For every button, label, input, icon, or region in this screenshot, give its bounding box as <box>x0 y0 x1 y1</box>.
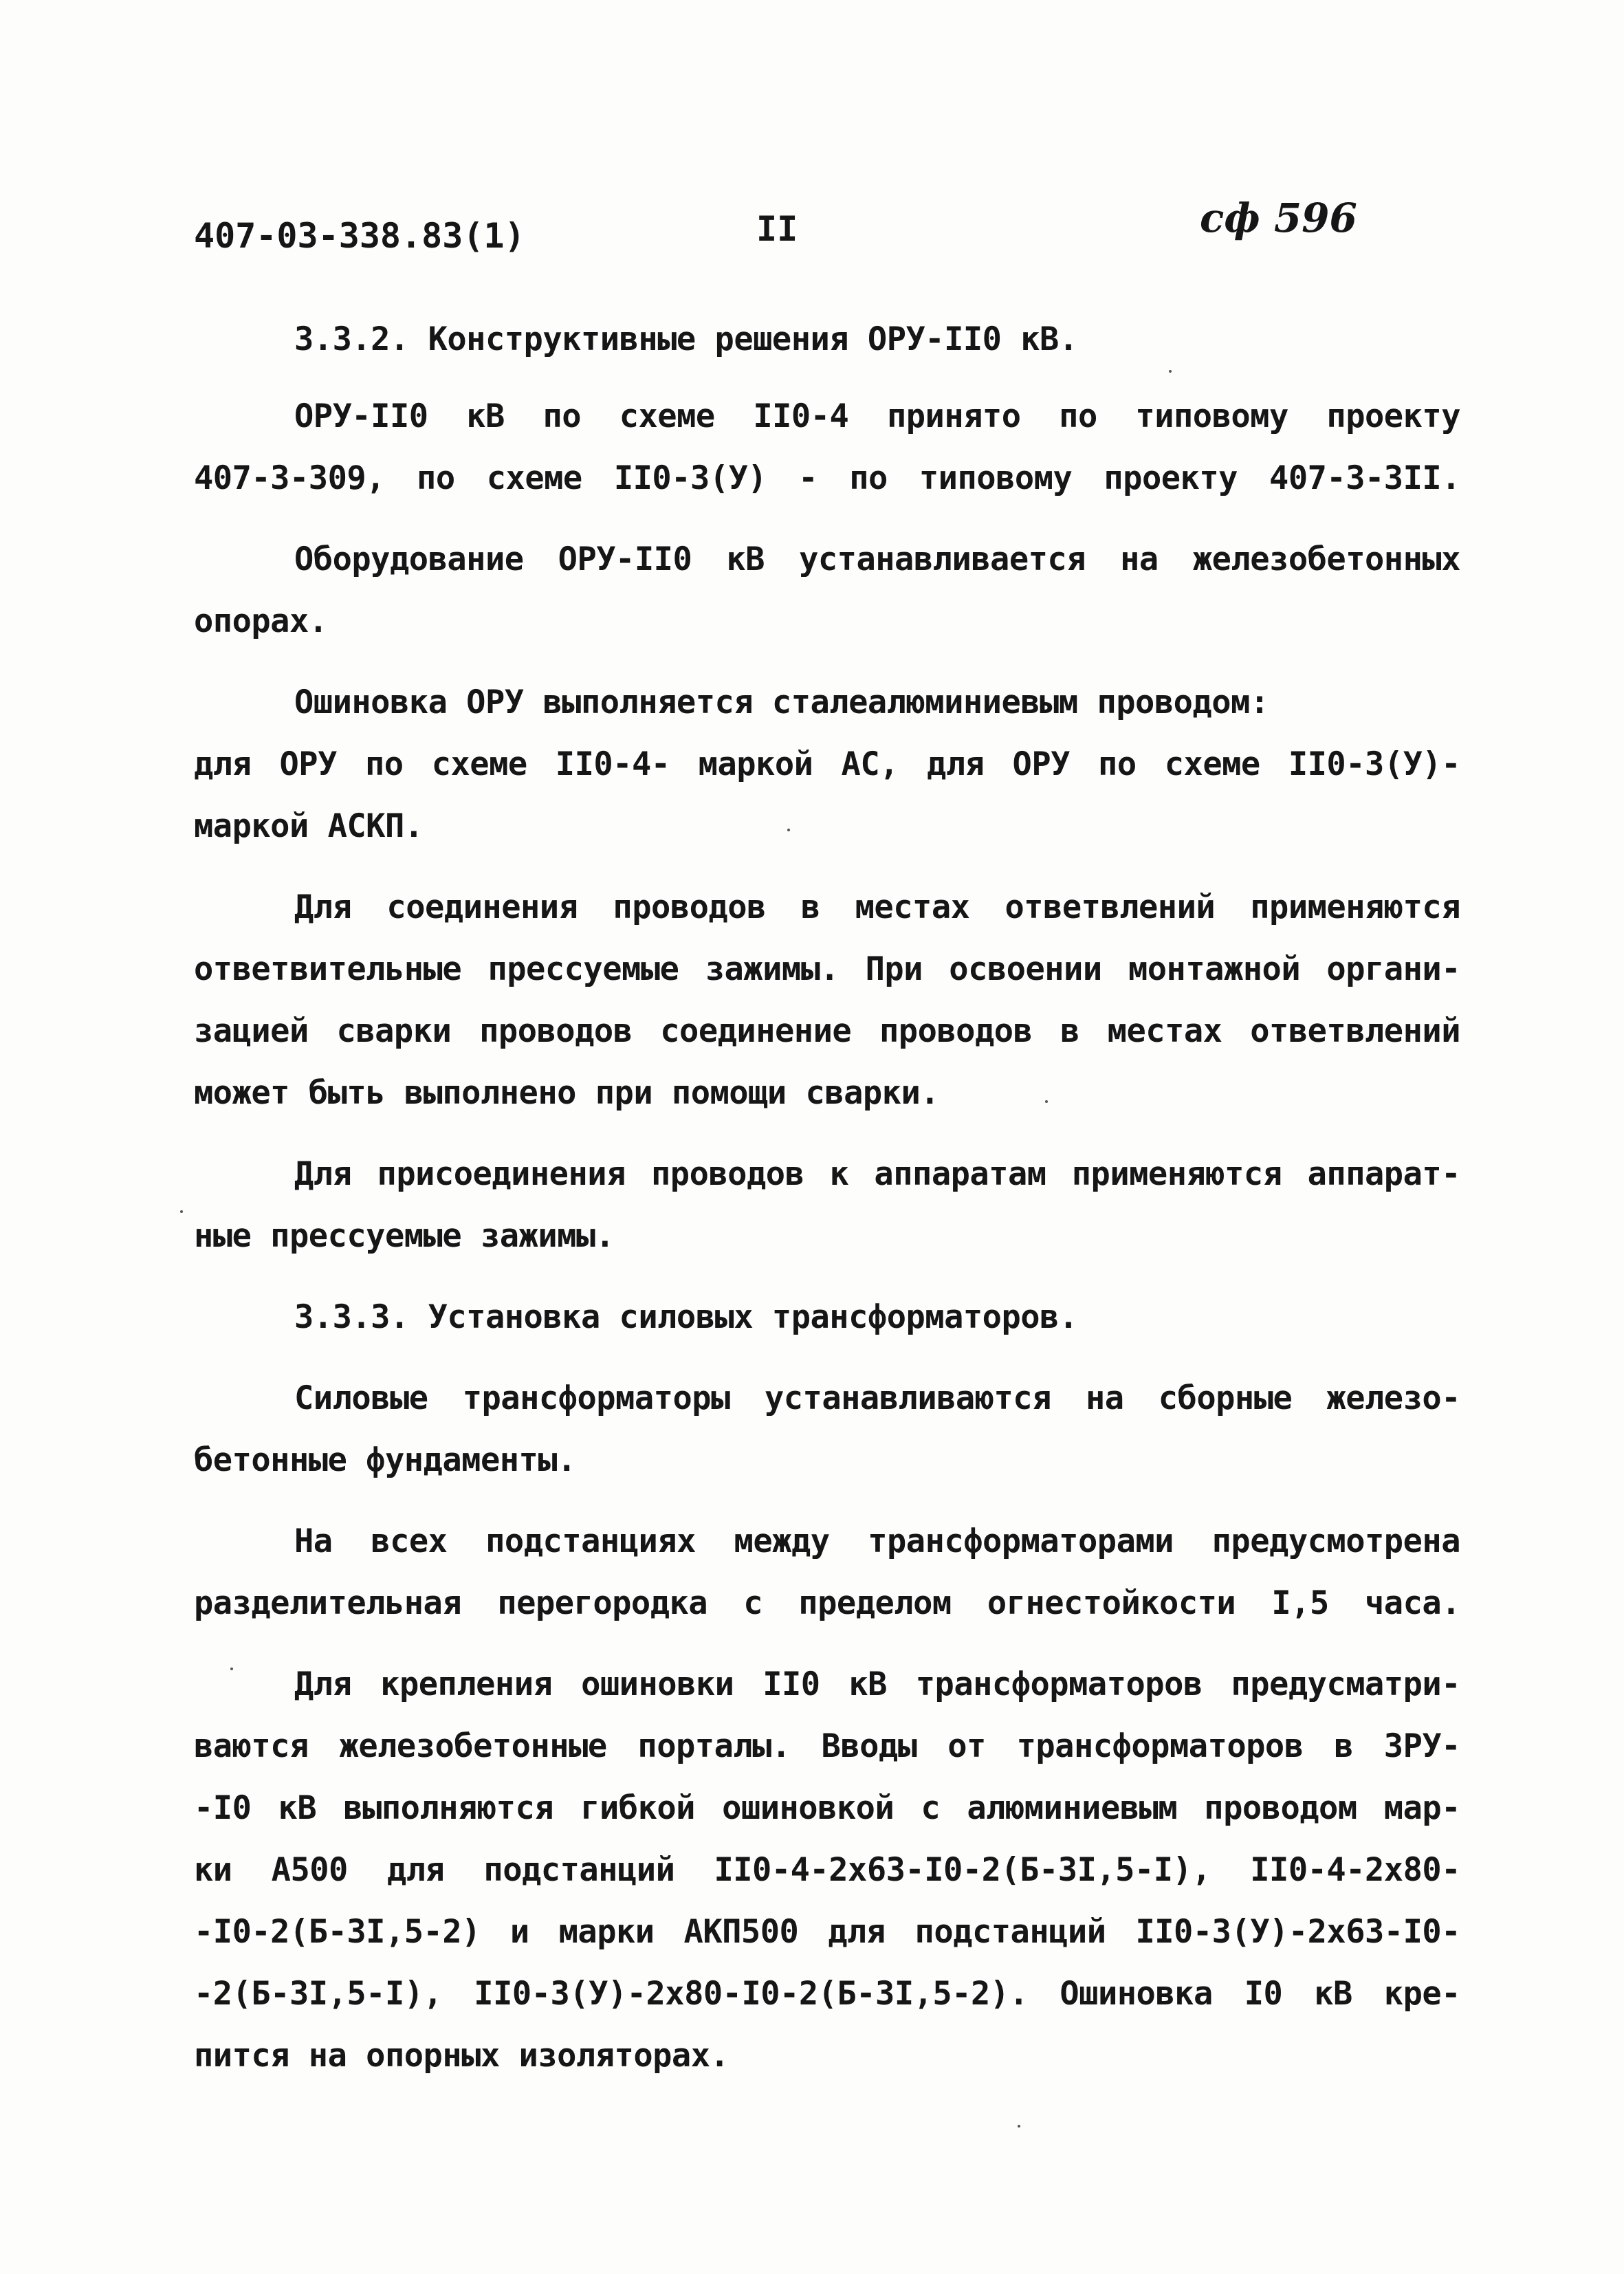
document-code: 407-03-338.83(1) <box>194 216 525 256</box>
scan-speck <box>1018 2125 1020 2128</box>
scan-speck <box>1045 1100 1048 1103</box>
scan-speck <box>180 1210 183 1213</box>
text-line: опорах. <box>194 602 328 640</box>
section-heading-3-3-3: 3.3.3. Установка силовых трансформаторов. <box>294 1298 1078 1336</box>
scan-speck <box>1169 370 1172 373</box>
text-line: может быть выполнено при помощи сварки. <box>194 1074 940 1112</box>
text-line: -I0-2(Б-3I,5-2) и марки АКП500 для подстанций II0-3(У)-2х63-I0- <box>194 1913 1460 1951</box>
text-line: бетонные фундаменты. <box>194 1441 576 1479</box>
page-number: II <box>756 209 798 249</box>
text-line: для ОРУ по схеме II0-4- маркой АС, для ОРУ по схеме II0-3(У)- <box>194 745 1460 783</box>
text-line: Для соединения проводов в местах ответвлений применяются <box>294 888 1460 926</box>
text-line: пится на опорных изоляторах. <box>194 2037 729 2075</box>
text-line: Для крепления ошиновки II0 кВ трансформаторов предусматри- <box>294 1665 1460 1703</box>
text-line: 407-3-309, по схеме II0-3(У) - по типовому проекту 407-3-3II. <box>194 459 1460 497</box>
text-line: Силовые трансформаторы устанавливаются на сборные железо- <box>294 1379 1460 1417</box>
text-line: На всех подстанциях между трансформаторами предусмотрена <box>294 1522 1460 1560</box>
text-line: ные прессуемые зажимы. <box>194 1217 615 1255</box>
text-line: разделительная перегородка с пределом огнестойкости I,5 часа. <box>194 1584 1460 1622</box>
scan-speck <box>787 829 790 831</box>
text-line: Для присоединения проводов к аппаратам применяются аппарат- <box>294 1155 1460 1193</box>
text-line: ответвительные прессуемые зажимы. При освоении монтажной органи- <box>194 950 1460 988</box>
text-line: -I0 кВ выполняются гибкой ошиновкой с алюминиевым проводом мар- <box>194 1789 1460 1827</box>
text-line: ваются железобетонные порталы. Вводы от трансформаторов в ЗРУ- <box>194 1727 1460 1765</box>
text-line: Ошиновка ОРУ выполняется сталеалюминиевым проводом: <box>294 684 1269 721</box>
text-line: ОРУ-II0 кВ по схеме II0-4 принято по типовому проекту <box>294 397 1460 435</box>
text-line: Оборудование ОРУ-II0 кВ устанавливается на железобетонных <box>294 540 1460 578</box>
section-heading-3-3-2: 3.3.2. Конструктивные решения ОРУ-II0 кВ. <box>294 320 1078 358</box>
handwritten-mark: сф 596 <box>1200 195 1357 241</box>
text-line: зацией сварки проводов соединение проводов в местах ответвлений <box>194 1012 1460 1050</box>
text-line: ки А500 для подстанций II0-4-2х63-I0-2(Б-3I,5-I), II0-4-2х80- <box>194 1851 1460 1889</box>
text-line: -2(Б-3I,5-I), II0-3(У)-2х80-I0-2(Б-3I,5-2). Ошиновка I0 кВ кре- <box>194 1975 1460 2013</box>
text-line: маркой АСКП. <box>194 807 424 845</box>
scan-speck <box>230 1668 233 1670</box>
